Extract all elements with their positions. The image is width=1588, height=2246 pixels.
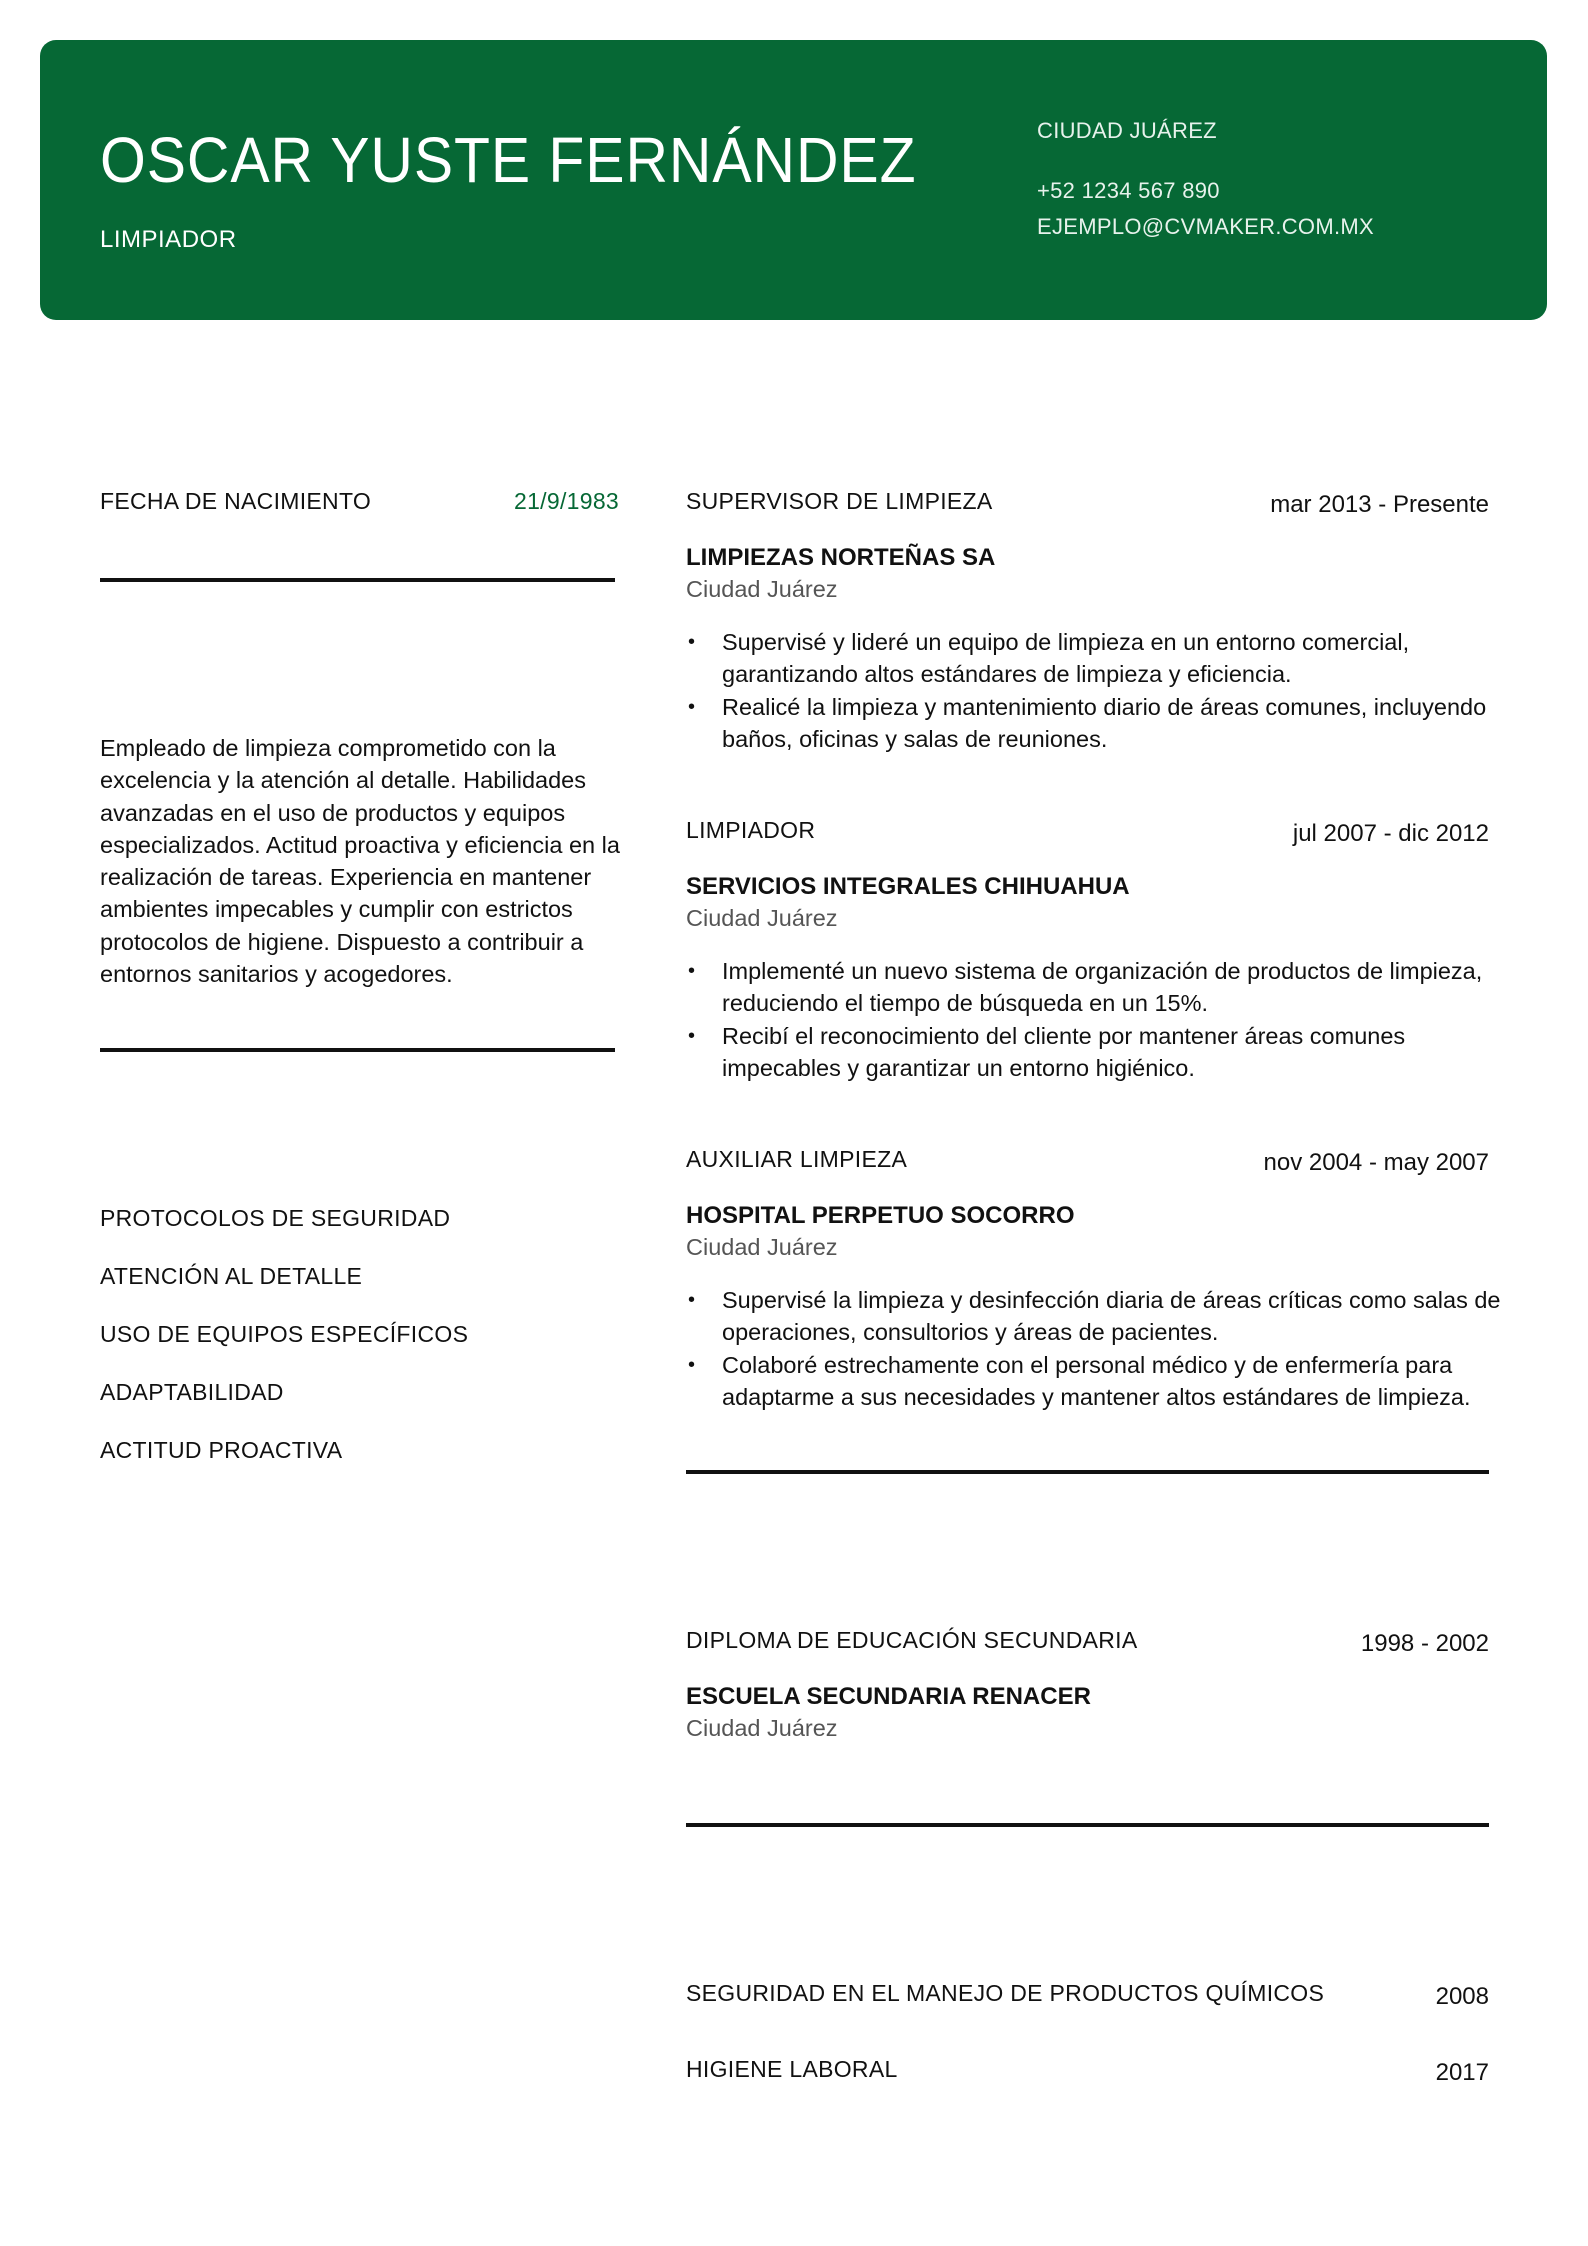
- job-title: SUPERVISOR DE LIMPIEZA: [686, 488, 993, 514]
- divider: [686, 1823, 1489, 1827]
- candidate-job-title: LIMPIADOR: [100, 226, 237, 253]
- job-location: Ciudad Juárez: [686, 1234, 838, 1260]
- job-company: SERVICIOS INTEGRALES CHIHUAHUA: [686, 873, 1130, 900]
- divider: [686, 1470, 1489, 1474]
- education-location: Ciudad Juárez: [686, 1715, 838, 1741]
- job-location: Ciudad Juárez: [686, 905, 838, 931]
- section-heading: HABILIDADES: [124, 1126, 281, 1152]
- bullet-item: • Recibí el reconocimiento del cliente por mantener áreas comunes impecables y garantizar un entorno higiénico.: [686, 1020, 1506, 1085]
- skill-item: ADAPTABILIDAD: [100, 1379, 284, 1405]
- section-tag-skills: [98, 1116, 307, 1162]
- skill-item: ACTITUD PROACTIVA: [100, 1437, 343, 1463]
- bullet-item: • Realicé la limpieza y mantenimiento diario de áreas comunes, incluyendo baños, oficinas y salas de reuniones.: [686, 691, 1506, 756]
- candidate-name: OSCAR YUSTE FERNÁNDEZ: [100, 124, 917, 196]
- divider: [100, 578, 615, 582]
- job-company: LIMPIEZAS NORTEÑAS SA: [686, 544, 996, 571]
- job-dates: mar 2013 - Presente: [1270, 491, 1489, 518]
- section-heading: INFORMACIÓN ADICIONAL: [124, 410, 426, 436]
- section-tag-certificates: [684, 1891, 912, 1937]
- contact-email[interactable]: EJEMPLO@CVMAKER.COM.MX: [1037, 214, 1374, 239]
- contact-phone[interactable]: +52 1234 567 890: [1037, 178, 1220, 203]
- section-tag-about: [98, 646, 287, 692]
- certificate-year: 2017: [1435, 2059, 1489, 2086]
- job-company: HOSPITAL PERPETUO SOCORRO: [686, 1202, 1075, 1229]
- header-banner: [40, 40, 1547, 320]
- job-bullets: [686, 626, 1506, 755]
- section-heading: ACERCA DE: [124, 656, 261, 682]
- skill-item: USO DE EQUIPOS ESPECÍFICOS: [100, 1321, 469, 1347]
- contact-city: CIUDAD JUÁREZ: [1037, 118, 1217, 143]
- about-text: Empleado de limpieza comprometido con la excelencia y la atención al detalle. Habilidades avanzadas en el uso de productos y equipos especializados. Actitud proactiva y eficiencia en la realización de tareas. Experiencia en mantener ambientes impecables y cumplir con estrictos protocolos de higiene. Dispuesto a contribuir a entornos sanitarios y acogedores.: [100, 735, 620, 988]
- education-school: ESCUELA SECUNDARIA RENACER: [686, 1683, 1091, 1710]
- bullet-item: • Colaboré estrechamente con el personal médico y de enfermería para adaptarme a sus necesidades y mantener altos estándares de limpieza.: [686, 1349, 1506, 1414]
- job-bullets: [686, 1284, 1506, 1413]
- education-title: DIPLOMA DE EDUCACIÓN SECUNDARIA: [686, 1627, 1138, 1653]
- section-heading: EXPERIENCIA LABORAL: [710, 410, 984, 436]
- section-tag-experience: [684, 400, 1009, 446]
- bullet-item: • Implementé un nuevo sistema de organización de productos de limpieza, reduciendo el tiempo de búsqueda en un 15%.: [686, 955, 1506, 1020]
- job-dates: nov 2004 - may 2007: [1263, 1149, 1489, 1176]
- job-bullets: [686, 955, 1506, 1084]
- birth-date-label: FECHA DE NACIMIENTO: [100, 488, 372, 514]
- bullet-item: • Supervisé la limpieza y desinfección diaria de áreas críticas como salas de operaciones, consultorios y áreas de pacientes.: [686, 1284, 1506, 1349]
- divider: [100, 1048, 615, 1052]
- section-heading: EDUCACIÓN: [710, 1548, 852, 1574]
- skill-item: ATENCIÓN AL DETALLE: [100, 1263, 363, 1289]
- certificate-name: HIGIENE LABORAL: [686, 2056, 898, 2082]
- education-dates: 1998 - 2002: [1360, 1630, 1489, 1657]
- section-tag-additional-info: [98, 400, 451, 446]
- job-title: LIMPIADOR: [686, 817, 816, 843]
- certificate-name: SEGURIDAD EN EL MANEJO DE PRODUCTOS QUÍMICOS: [686, 1980, 1325, 2006]
- job-dates: jul 2007 - dic 2012: [1292, 820, 1489, 847]
- job-title: AUXILIAR LIMPIEZA: [686, 1146, 908, 1172]
- skill-item: PROTOCOLOS DE SEGURIDAD: [100, 1205, 451, 1231]
- certificate-year: 2008: [1435, 1983, 1489, 2010]
- section-tag-education: [684, 1538, 878, 1584]
- bullet-item: • Supervisé y lideré un equipo de limpieza en un entorno comercial, garantizando altos estándares de limpieza y eficiencia.: [686, 626, 1506, 691]
- job-location: Ciudad Juárez: [686, 576, 838, 602]
- birth-date-value: 21/9/1983: [514, 488, 620, 514]
- section-heading: CERTIFICADOS: [710, 1901, 886, 1927]
